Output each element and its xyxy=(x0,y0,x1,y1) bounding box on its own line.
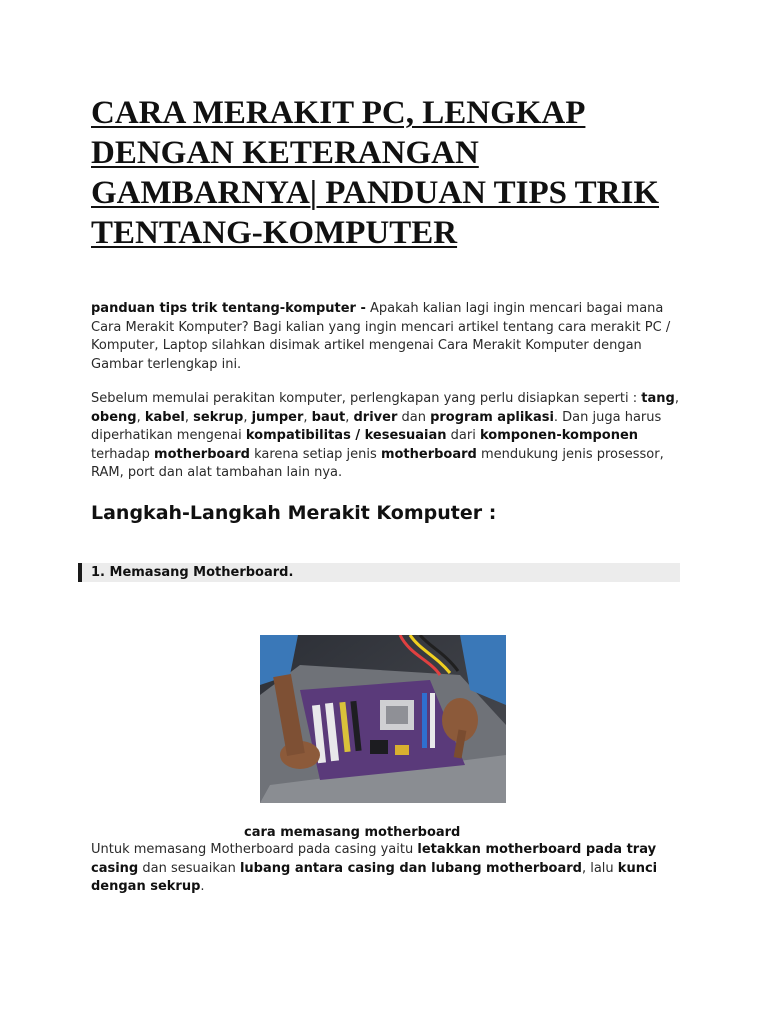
text: karena setiap jenis xyxy=(249,446,381,462)
text: dan sesuaikan xyxy=(138,860,240,876)
title-line: GAMBARNYA| PANDUAN TIPS TRIK xyxy=(91,175,660,211)
separator: , xyxy=(345,409,354,425)
tool-kabel: kabel xyxy=(144,409,185,425)
tool-tang: tang xyxy=(641,391,675,406)
preparation-paragraph xyxy=(91,390,681,483)
intro-text: Apakah kalian lagi ingin mencari bagai mana Cara Merakit Komputer? Bagi kalian yang ingin mencari artikel tentang cara merakit PC / Komputer, Laptop silahkan disimak artikel mengenai Cara Merakit Komputer dengan Gambar terlengkap ini. xyxy=(91,301,671,372)
steps-heading-text: Langkah-Langkah Merakit Komputer xyxy=(91,502,483,524)
tool-baut: baut xyxy=(311,409,346,425)
text: dari xyxy=(446,428,480,443)
tool-program: program aplikasi xyxy=(430,409,554,425)
separator: , xyxy=(243,409,252,425)
tool-obeng: obeng xyxy=(91,409,137,425)
tool-jumper: jumper xyxy=(251,409,304,425)
title-line: CARA MERAKIT PC, LENGKAP xyxy=(91,95,586,131)
title-line: DENGAN KETERANGAN xyxy=(91,135,479,171)
intro-lead: panduan tips trik tentang-komputer - xyxy=(91,301,366,316)
separator: , xyxy=(303,409,312,425)
text: . Dan juga harus diperhatikan mengenai xyxy=(91,409,662,443)
emphasis-komponen: komponen-komponen xyxy=(479,428,639,443)
text: terhadap xyxy=(91,446,155,462)
article-title xyxy=(91,93,691,253)
text: . xyxy=(200,879,205,894)
step-1-bar xyxy=(78,563,680,582)
tool-driver: driver xyxy=(353,409,398,425)
emphasis: lubang antara casing dan lubang motherboard xyxy=(239,860,582,876)
separator: , xyxy=(674,391,679,406)
emphasis-motherboard: motherboard xyxy=(154,446,250,462)
text: , lalu xyxy=(581,860,618,876)
tool-sekrup: sekrup xyxy=(193,409,244,425)
text: dan xyxy=(397,409,431,425)
separator: , xyxy=(184,409,194,425)
text: Sebelum memulai perakitan komputer, perlengkapan yang perlu disiapkan seperti : xyxy=(91,391,642,406)
step-1-body xyxy=(91,841,671,897)
text: mendukung jenis prosessor, RAM, port dan alat tambahan lain nya. xyxy=(91,446,664,480)
emphasis-kompatibilitas: kompatibilitas / kesesuaian xyxy=(245,428,447,443)
separator: , xyxy=(136,409,145,425)
text: Untuk memasang Motherboard pada casing yaitu xyxy=(91,842,418,857)
motherboard-photo xyxy=(260,635,506,803)
motherboard-illustration xyxy=(260,635,506,803)
emphasis: kunci dengan sekrup xyxy=(91,860,658,894)
figure-caption: cara memasang motherboard xyxy=(244,825,461,840)
steps-heading xyxy=(91,500,496,526)
step-1-label: 1. Memasang Motherboard. xyxy=(91,565,294,580)
emphasis-motherboard: motherboard xyxy=(380,446,477,462)
intro-paragraph xyxy=(91,300,681,374)
step-marker xyxy=(78,563,82,582)
emphasis: letakkan motherboard pada tray casing xyxy=(91,842,657,876)
steps-heading-suffix: : xyxy=(482,502,497,524)
title-line: TENTANG-KOMPUTER xyxy=(91,215,458,251)
